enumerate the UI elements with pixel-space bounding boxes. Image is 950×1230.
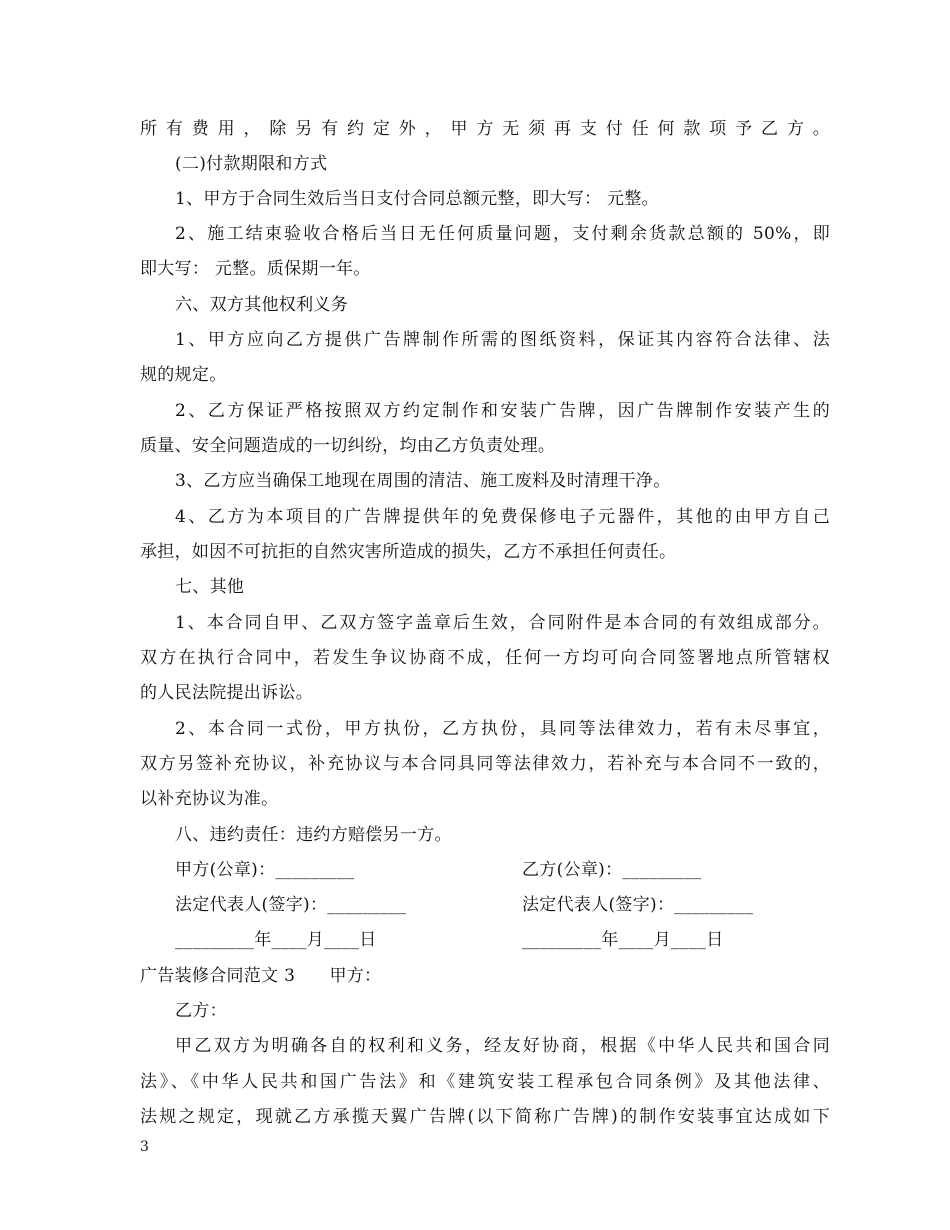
- party-b-date: _________年____月____日: [522, 930, 724, 950]
- text-line: 双方在执行合同中，若发生争议协商不成，任何一方均可向合同签署地点所管辖权: [140, 648, 830, 668]
- text-line: 质量、安全问题造成的一切纠纷，均由乙方负责处理。: [140, 436, 556, 456]
- text-line: 的人民法院提出诉讼。: [140, 683, 313, 703]
- clause: 1、本合同自甲、乙双方签字盖章后生效，合同附件是本合同的有效组成部分。: [175, 613, 830, 633]
- page-number: 3: [140, 1139, 149, 1155]
- clause: 1、甲方应向乙方提供广告牌制作所需的图纸资料，保证其内容符合法律、法: [175, 330, 830, 350]
- section-heading: 七、其他: [175, 577, 245, 597]
- clause: 2、乙方保证严格按照双方约定制作和安装广告牌，因广告牌制作安装产生的: [175, 401, 830, 421]
- party-b-representative: 法定代表人(签字)：_________: [522, 895, 754, 915]
- text-line: 所有费用，除另有约定外，甲方无须再支付任何款项予乙方。: [140, 119, 830, 139]
- party-b-seal: 乙方(公章)：_________: [522, 860, 702, 880]
- preamble-line: 甲乙双方为明确各自的权利和义务，经友好协商，根据《中华人民共和国合同: [175, 1036, 830, 1056]
- text-line: 即大写： 元整。质保期一年。: [140, 259, 371, 279]
- text-line: 规的规定。: [140, 365, 227, 385]
- contract-heading: 广告装修合同范文 3 甲方：: [140, 966, 382, 986]
- preamble-line: 法》、《中华人民共和国广告法》和《建筑安装工程承包合同条例》及其他法律、: [140, 1072, 830, 1092]
- text-line: 双方另签补充协议，补充协议与本合同具同等法律效力，若补充与本合同不一致的，: [140, 754, 830, 774]
- section-heading: (二)付款期限和方式: [175, 154, 328, 174]
- party-a-representative: 法定代表人(签字)：_________: [175, 895, 407, 915]
- section-heading: 八、违约责任：违约方赔偿另一方。: [175, 825, 452, 845]
- text-line: 承担，如因不可抗拒的自然灾害所造成的损失，乙方不承担任何责任。: [140, 542, 677, 562]
- clause: 2、本合同一式份，甲方执份，乙方执份，具同等法律效力，若有未尽事宜，: [175, 719, 830, 739]
- preamble-line: 法规之规定，现就乙方承揽天翼广告牌(以下简称广告牌)的制作安装事宜达成如下: [140, 1107, 830, 1127]
- party-b-label: 乙方：: [175, 1001, 227, 1021]
- clause: 4、乙方为本项目的广告牌提供年的免费保修电子元器件，其他的由甲方自己: [175, 507, 830, 527]
- clause: 1、甲方于合同生效后当日支付合同总额元整，即大写： 元整。: [175, 189, 659, 209]
- clause: 3、乙方应当确保工地现在周围的清洁、施工废料及时清理干净。: [175, 471, 671, 491]
- party-a-seal: 甲方(公章)：_________: [175, 860, 355, 880]
- section-heading: 六、双方其他权利义务: [175, 295, 348, 315]
- text-line: 以补充协议为准。: [140, 789, 279, 809]
- party-a-date: _________年____月____日: [175, 930, 377, 950]
- clause: 2、施工结束验收合格后当日无任何质量问题，支付剩余货款总额的 50%，即: [175, 224, 830, 244]
